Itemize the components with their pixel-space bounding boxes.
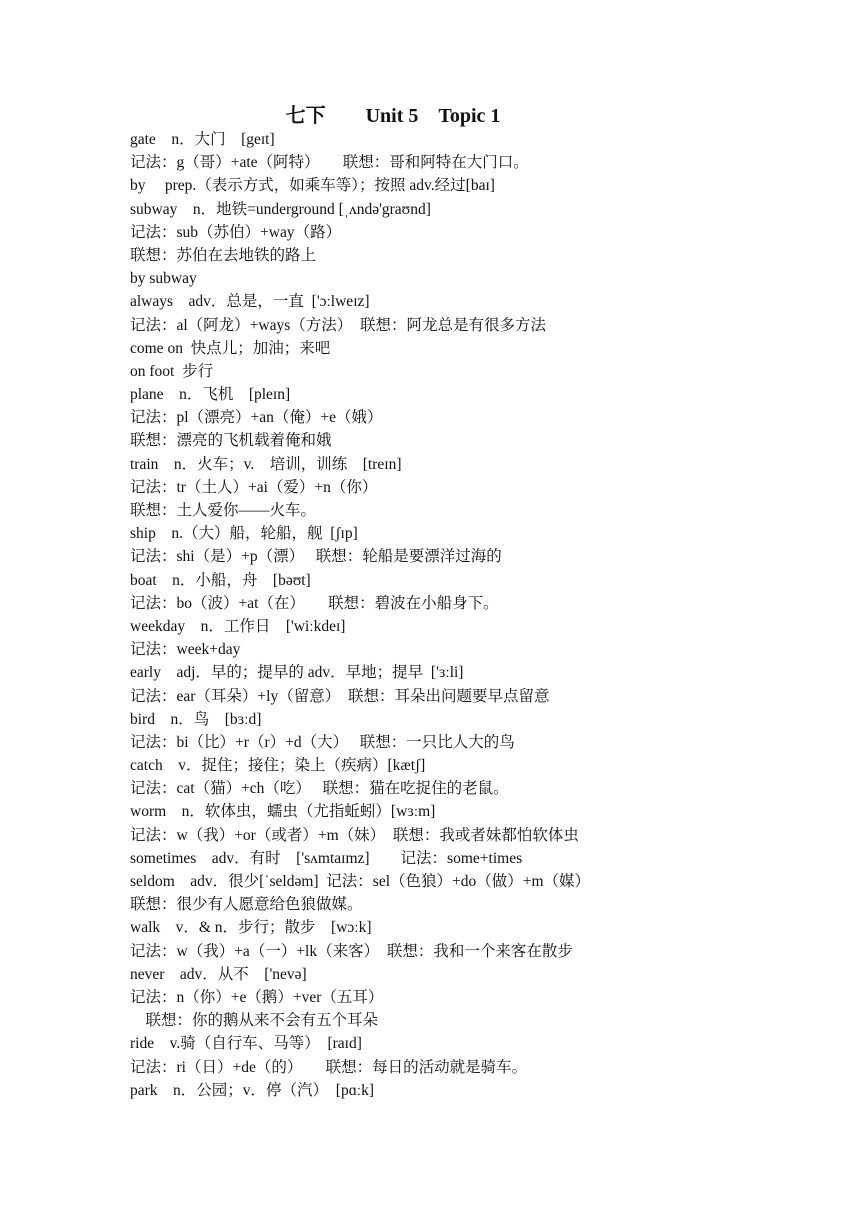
- text-line: subway n．地铁=underground [ˌʌndə'graʊnd]: [130, 200, 431, 218]
- text-line: 记法：al（阿龙）+ways（方法） 联想：阿龙总是有很多方法: [130, 316, 547, 334]
- text-line: worm n．软体虫，蠕虫（尤指蚯蚓）[wɜːm]: [130, 803, 436, 821]
- text-line: early adj．早的；提早的 adv．早地；提早 ['ɜːli]: [130, 664, 464, 682]
- text-line: walk v．& n．步行；散步 [wɔːk]: [130, 919, 372, 937]
- text-line: 记法：ri（日）+de（的） 联想：每日的活动就是骑车。: [130, 1058, 528, 1076]
- text-line: seldom adv．很少[ˈseldəm] 记法：sel（色狼）+do（做）+m（媒）: [130, 873, 591, 890]
- text-line: 联想：很少有人愿意给色狼做媒。: [130, 896, 363, 914]
- text-line: sometimes adv．有时 ['sʌmtaɪmz] 记法：some+times: [130, 849, 523, 867]
- text-line: bird n．鸟 [bɜːd]: [130, 710, 262, 728]
- text-line: ship n.（大）船，轮船，舰 [ʃɪp]: [130, 525, 358, 543]
- text-line: 记法：bo（波）+at（在） 联想：碧波在小船身下。: [130, 594, 499, 612]
- text-line: park n．公园；v．停（汽） [pɑːk]: [130, 1081, 375, 1099]
- text-line: 记法：cat（猫）+ch（吃） 联想：猫在吃捉住的老鼠。: [130, 780, 509, 798]
- text-line: 记法：week+day: [130, 641, 241, 659]
- text-line: 记法：tr（土人）+ai（爱）+n（你）: [130, 478, 378, 496]
- text-line: 记法：n（你）+e（鹅）+ver（五耳）: [130, 988, 384, 1006]
- text-line: 联想：土人爱你——火车。: [130, 502, 317, 519]
- text-line: always adv．总是，一直 ['ɔːlweɪz]: [130, 293, 370, 311]
- text-line: 记法：ear（耳朵）+ly（留意） 联想：耳朵出问题要早点留意: [130, 687, 550, 705]
- text-line: by subway: [130, 270, 197, 288]
- text-line: 联想：苏伯在去地铁的路上: [130, 246, 317, 264]
- text-line: 记法：bi（比）+r（r）+d（大） 联想：一只比人大的鸟: [130, 733, 515, 751]
- text-line: 记法：w（我）+or（或者）+m（妹） 联想：我或者妹都怕软体虫: [130, 826, 579, 844]
- text-line: weekday n．工作日 ['wiːkdeɪ]: [130, 617, 346, 635]
- text-line: boat n．小船，舟 [bəʊt]: [130, 571, 311, 589]
- text-line: 联想：漂亮的飞机载着俺和娥: [130, 432, 332, 450]
- text-line: on foot 步行: [130, 362, 214, 380]
- text-line: 记法：shi（是）+p（漂） 联想：轮船是要漂洋过海的: [130, 548, 502, 566]
- text-line: come on 快点儿；加油；来吧: [130, 339, 331, 357]
- text-line: 记法：w（我）+a（一）+lk（来客） 联想：我和一个来客在散步: [130, 942, 573, 960]
- text-line: plane n．飞机 [pleɪn]: [130, 386, 291, 404]
- text-line: 联想：你的鹅从来不会有五个耳朵: [130, 1012, 379, 1030]
- text-line: by prep.（表示方式，如乘车等）；按照 adv.经过[baɪ]: [130, 177, 495, 195]
- text-line: catch v．捉住；接住；染上（疾病）[kætʃ]: [130, 757, 426, 775]
- text-line: never adv．从不 ['nevə]: [130, 965, 307, 983]
- text-line: 记法：pl（漂亮）+an（俺）+e（娥）: [130, 409, 383, 427]
- text-line: 记法：sub（苏伯）+way（路）: [130, 223, 342, 241]
- text-line: ride v.骑（自行车、马等） [raɪd]: [130, 1035, 362, 1053]
- text-line: gate n．大门 [geɪt]: [130, 131, 275, 148]
- vocabulary-list: [130, 128, 830, 1102]
- text-line: train n．火车；v. 培训，训练 [treɪn]: [130, 455, 402, 473]
- text-line: 记法：g（哥）+ate（阿特） 联想：哥和阿特在大门口。: [130, 154, 529, 172]
- page-title: 七下 Unit 5 Topic 1: [285, 105, 501, 127]
